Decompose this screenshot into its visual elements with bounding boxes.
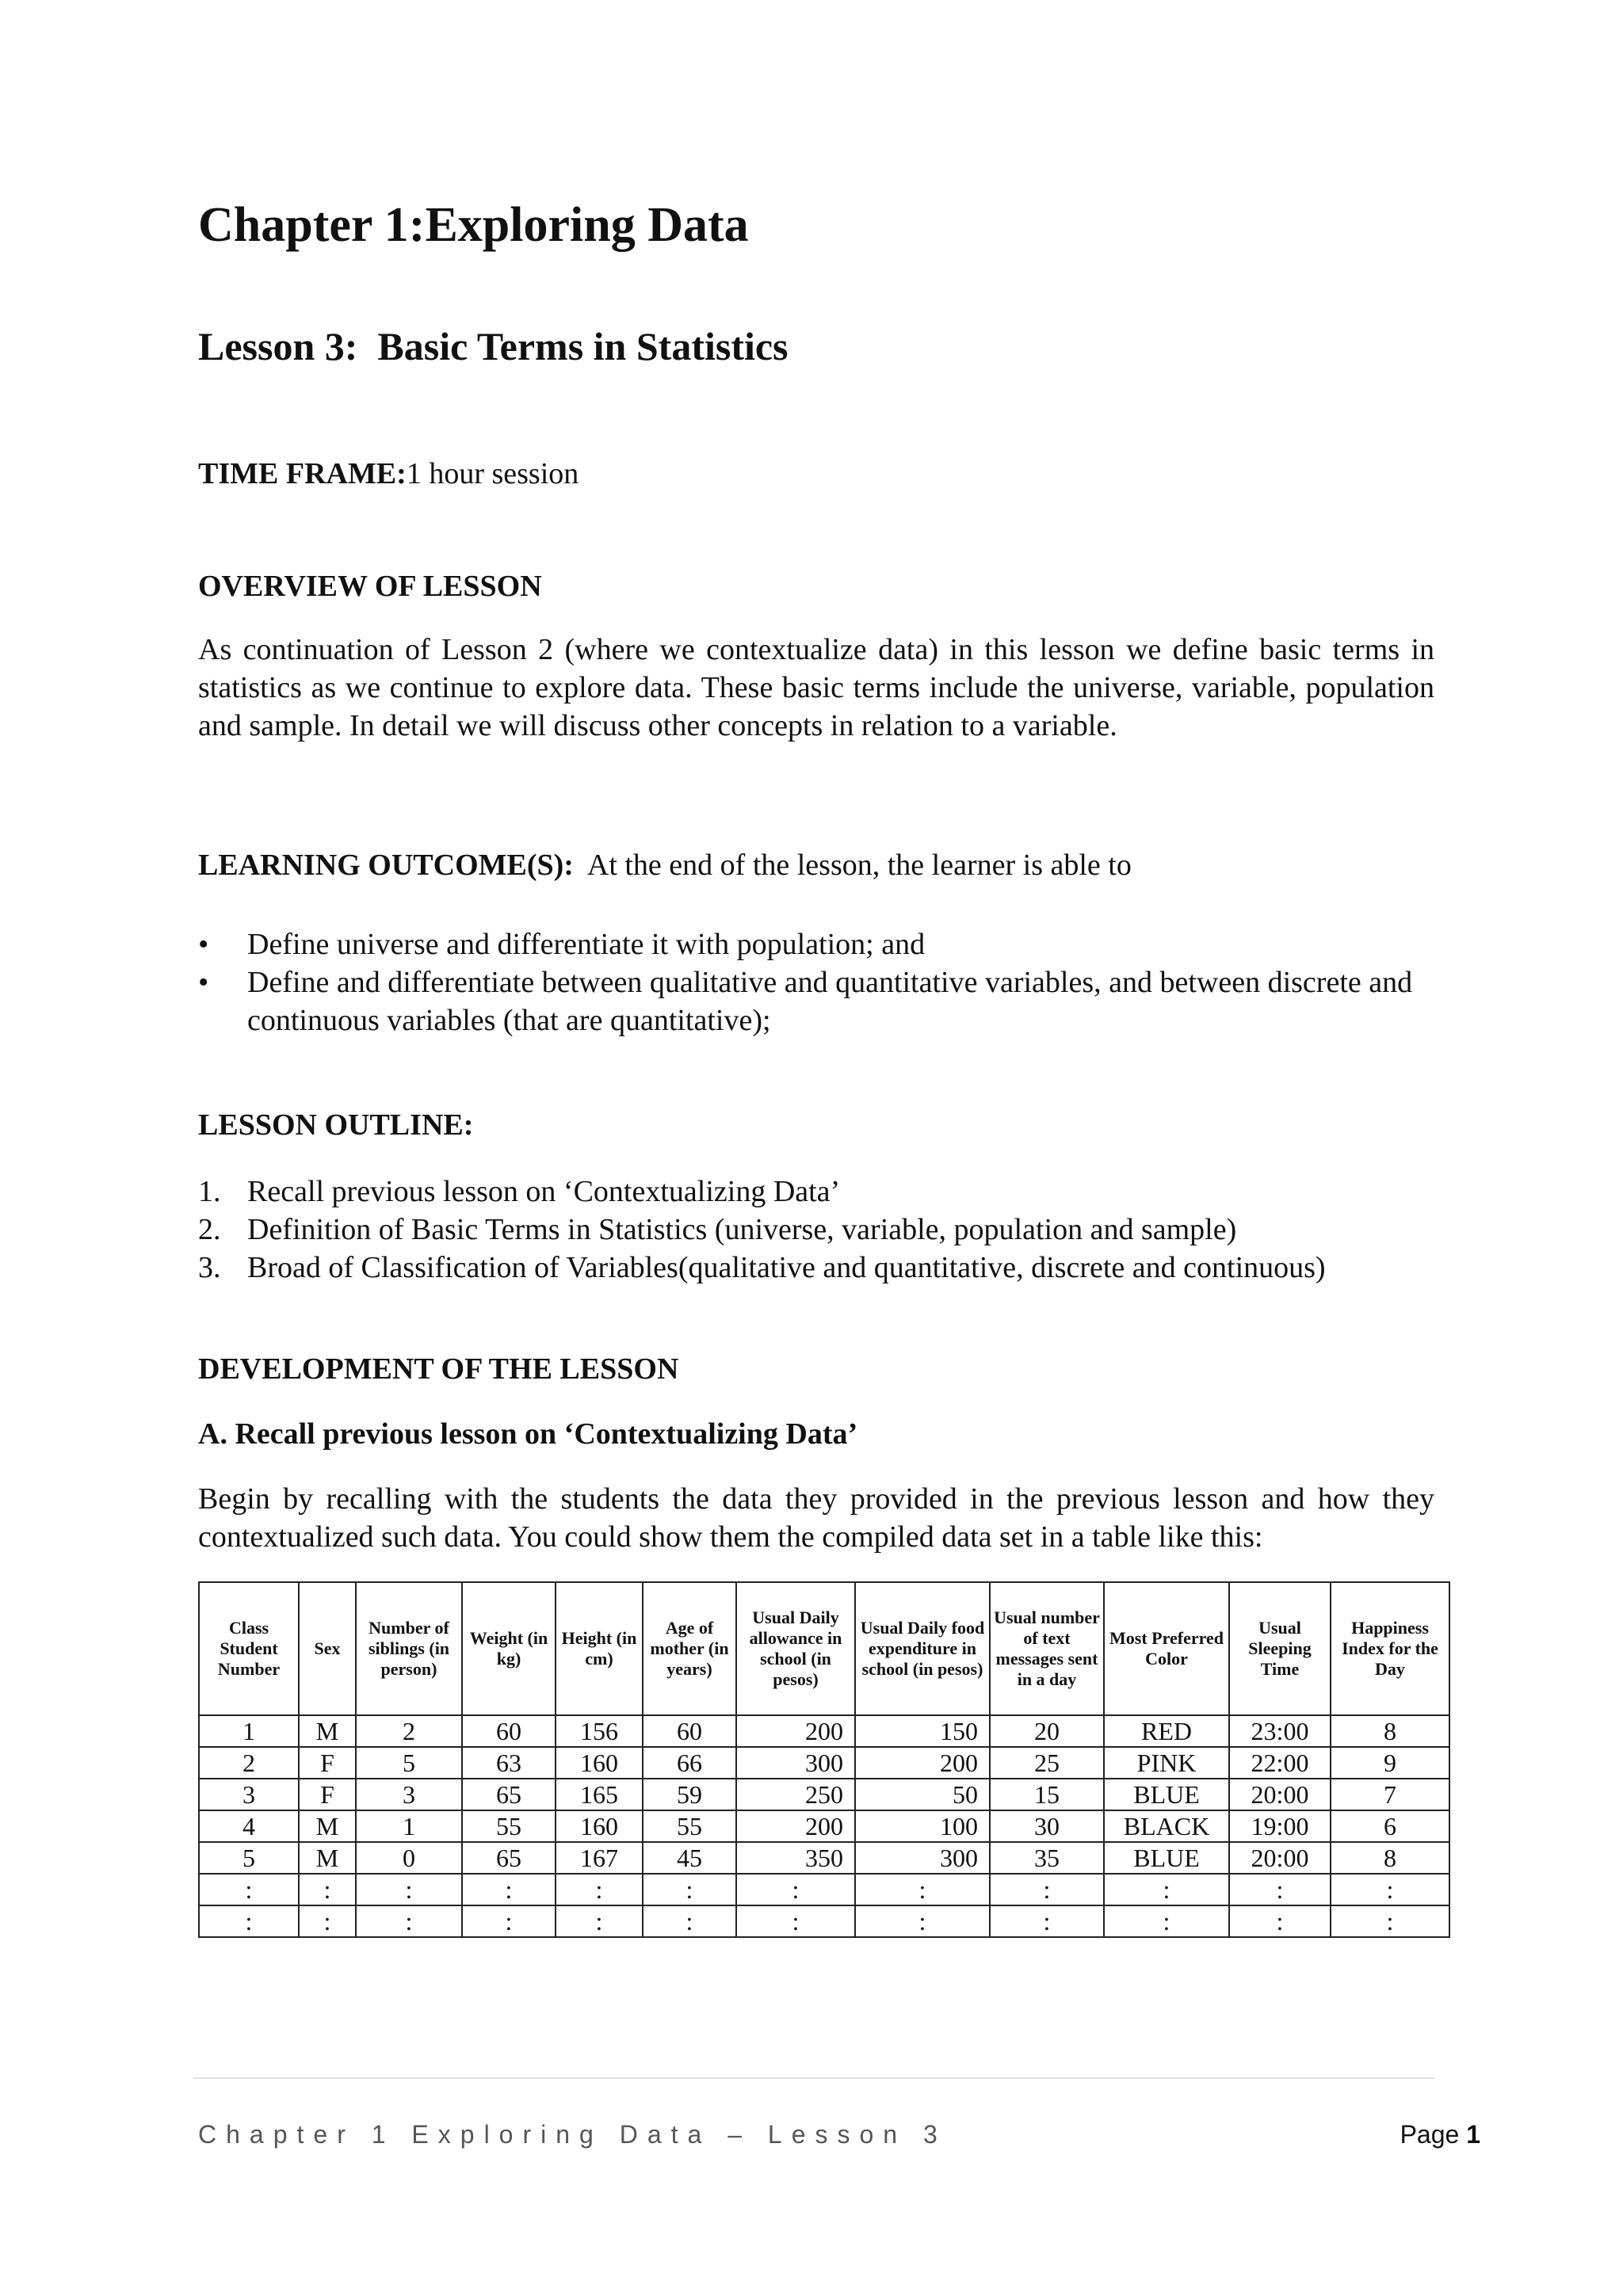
table-cell: :	[462, 1874, 556, 1905]
table-cell: 8	[1331, 1715, 1449, 1747]
table-cell: 23:00	[1229, 1715, 1331, 1747]
page-number-value: 1	[1466, 2120, 1480, 2149]
table-cell: :	[1104, 1874, 1229, 1905]
table-row	[199, 1874, 1449, 1905]
table-cell: 65	[462, 1842, 556, 1874]
column-header: Usual Sleeping Time	[1229, 1582, 1331, 1715]
column-header: Height (in cm)	[556, 1582, 643, 1715]
column-header: Age of mother (in years)	[643, 1582, 736, 1715]
table-cell: :	[462, 1905, 556, 1937]
table-cell: 60	[643, 1715, 736, 1747]
bullet-icon: •	[198, 966, 209, 999]
table-cell: :	[1229, 1874, 1331, 1905]
list-item: • Define universe and differentiate it with population; and	[198, 925, 1434, 963]
lesson-name: Basic Terms in Statistics	[377, 324, 789, 368]
table-cell: 30	[990, 1810, 1104, 1842]
lesson-title	[198, 325, 789, 368]
table-cell: 167	[556, 1842, 643, 1874]
table-cell: 250	[736, 1779, 855, 1810]
table-cell: F	[299, 1747, 356, 1779]
table-cell: :	[855, 1905, 990, 1937]
table-cell: :	[1104, 1905, 1229, 1937]
table-cell: :	[356, 1874, 462, 1905]
table-cell: 9	[1331, 1747, 1449, 1779]
learning-outcomes	[198, 846, 1132, 884]
table-cell: 7	[1331, 1779, 1449, 1810]
development-heading: DEVELOPMENT OF THE LESSON	[198, 1352, 679, 1386]
table-cell: M	[299, 1842, 356, 1874]
table-cell: PINK	[1104, 1747, 1229, 1779]
table-cell: 20:00	[1229, 1779, 1331, 1810]
table-cell: :	[1229, 1905, 1331, 1937]
table-cell: 200	[855, 1747, 990, 1779]
table-cell: BLUE	[1104, 1779, 1229, 1810]
table-cell: 350	[736, 1842, 855, 1874]
learning-outcomes-list	[198, 925, 1434, 1039]
table-cell: :	[299, 1874, 356, 1905]
table-cell: 55	[643, 1810, 736, 1842]
table-cell: 19:00	[1229, 1810, 1331, 1842]
table-row	[199, 1715, 1449, 1747]
time-frame-label: TIME FRAME:	[198, 457, 407, 490]
column-header: Sex	[299, 1582, 356, 1715]
column-header: Usual Daily allowance in school (in pesos)	[736, 1582, 855, 1715]
table-cell: BLACK	[1104, 1810, 1229, 1842]
overview-text: As continuation of Lesson 2 (where we contextualize data) in this lesson we define basic terms in statistics as we continue to explore data. These basic terms include the universe, variable, population and sample. In detail we will discuss other concepts in relation to a variable.	[198, 633, 1434, 742]
chapter-title: Chapter 1:Exploring Data	[198, 198, 749, 252]
table-cell: 50	[855, 1779, 990, 1810]
time-frame-value: 1 hour session	[406, 457, 579, 490]
table-cell: 20	[990, 1715, 1104, 1747]
table-cell: :	[1331, 1905, 1449, 1937]
column-header: Weight (in kg)	[462, 1582, 556, 1715]
table-row	[199, 1779, 1449, 1810]
column-header: Usual Daily food expenditure in school (in pesos)	[855, 1582, 990, 1715]
table-row	[199, 1810, 1449, 1842]
column-header: Class Student Number	[199, 1582, 299, 1715]
table-cell: 45	[643, 1842, 736, 1874]
table-cell: 165	[556, 1779, 643, 1810]
table-cell: M	[299, 1715, 356, 1747]
table-cell: 15	[990, 1779, 1104, 1810]
table-cell: :	[556, 1874, 643, 1905]
list-item: 3. Broad of Classification of Variables(qualitative and quantitative, discrete and continuous)	[198, 1251, 1326, 1284]
table-cell: 8	[1331, 1842, 1449, 1874]
table-cell: 25	[990, 1747, 1104, 1779]
column-header: Usual number of text messages sent in a day	[990, 1582, 1104, 1715]
data-table	[198, 1581, 1450, 1938]
table-cell: 160	[556, 1747, 643, 1779]
table-cell: :	[643, 1905, 736, 1937]
table-cell: 150	[855, 1715, 990, 1747]
development-text: Begin by recalling with the students the data they provided in the previous lesson and how they contextualized such data. You could show them the compiled data set in a table like this:	[198, 1482, 1434, 1554]
lesson-outline-list	[198, 1173, 1466, 1287]
lesson-label: Lesson 3	[198, 324, 345, 368]
learning-outcomes-heading: LEARNING OUTCOME(S):	[198, 849, 574, 882]
table-cell: 1	[199, 1715, 299, 1747]
time-frame	[198, 455, 579, 493]
table-cell: F	[299, 1779, 356, 1810]
table-cell: 60	[462, 1715, 556, 1747]
table-cell: 63	[462, 1747, 556, 1779]
page-number	[1400, 2120, 1480, 2149]
table-cell: :	[299, 1905, 356, 1937]
list-item: • Define and differentiate between qualitative and quantitative variables, and between discrete and continuous variables (that are quantitative);	[198, 963, 1434, 1039]
table-row	[199, 1842, 1449, 1874]
table-cell: 20:00	[1229, 1842, 1331, 1874]
table-cell: 5	[356, 1747, 462, 1779]
table-cell: 22:00	[1229, 1747, 1331, 1779]
lesson-outline-heading: LESSON OUTLINE:	[198, 1108, 474, 1142]
table-cell: 59	[643, 1779, 736, 1810]
table-cell: 300	[736, 1747, 855, 1779]
table-cell: 200	[736, 1715, 855, 1747]
table-cell: 200	[736, 1810, 855, 1842]
table-cell: BLUE	[1104, 1842, 1229, 1874]
table-row	[199, 1747, 1449, 1779]
table-cell: 3	[199, 1779, 299, 1810]
table-cell: :	[199, 1905, 299, 1937]
table-cell: RED	[1104, 1715, 1229, 1747]
table-cell: :	[855, 1874, 990, 1905]
table-cell: :	[356, 1905, 462, 1937]
footer-divider	[193, 2077, 1434, 2079]
table-cell: 156	[556, 1715, 643, 1747]
learning-outcomes-intro: At the end of the lesson, the learner is able to	[586, 849, 1132, 882]
column-header: Number of siblings (in person)	[356, 1582, 462, 1715]
table-cell: :	[990, 1874, 1104, 1905]
table-cell: 300	[855, 1842, 990, 1874]
table-row	[199, 1905, 1449, 1937]
table-cell: :	[736, 1874, 855, 1905]
table-cell: 2	[356, 1715, 462, 1747]
table-cell: :	[1331, 1874, 1449, 1905]
table-cell: 6	[1331, 1810, 1449, 1842]
table-cell: 55	[462, 1810, 556, 1842]
table-cell: 100	[855, 1810, 990, 1842]
list-item: 1. Recall previous lesson on ‘Contextualizing Data’	[198, 1175, 841, 1208]
column-header: Happiness Index for the Day	[1331, 1582, 1449, 1715]
table-cell: 65	[462, 1779, 556, 1810]
table-cell: :	[643, 1874, 736, 1905]
table-cell: :	[736, 1905, 855, 1937]
overview-heading: OVERVIEW OF LESSON	[198, 570, 542, 603]
footer-running-title: Chapter 1 Exploring Data – Lesson 3	[198, 2120, 947, 2149]
table-cell: 3	[356, 1779, 462, 1810]
column-header: Most Preferred Color	[1104, 1582, 1229, 1715]
table-header-row	[199, 1582, 1449, 1715]
table-cell: 5	[199, 1842, 299, 1874]
table-cell: 0	[356, 1842, 462, 1874]
table-cell: :	[556, 1905, 643, 1937]
table-cell: 2	[199, 1747, 299, 1779]
table-cell: 35	[990, 1842, 1104, 1874]
list-item: 2. Definition of Basic Terms in Statistics (universe, variable, population and sample)	[198, 1213, 1237, 1246]
table-cell: :	[199, 1874, 299, 1905]
section-a-heading: A. Recall previous lesson on ‘Contextualizing Data’	[198, 1417, 858, 1451]
lesson-colon: :	[344, 324, 358, 368]
page-label: Page	[1400, 2120, 1460, 2149]
bullet-icon: •	[198, 928, 209, 961]
table-cell: 1	[356, 1810, 462, 1842]
table-cell: 160	[556, 1810, 643, 1842]
table-cell: 66	[643, 1747, 736, 1779]
table-cell: M	[299, 1810, 356, 1842]
table-cell: :	[990, 1905, 1104, 1937]
table-cell: 4	[199, 1810, 299, 1842]
